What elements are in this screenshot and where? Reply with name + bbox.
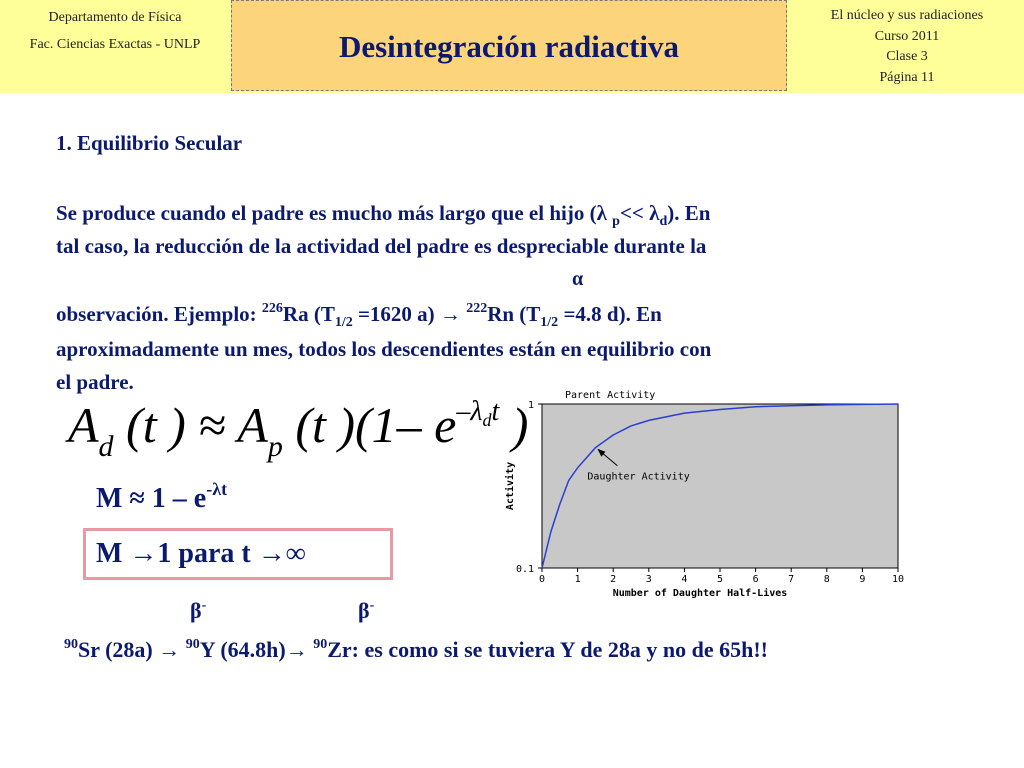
paragraph-line-3 xyxy=(56,301,662,330)
activity-chart xyxy=(505,384,905,600)
formula-sub-d: d xyxy=(98,430,114,463)
decay-chain-line xyxy=(64,637,768,663)
beta-symbol: β xyxy=(358,598,370,623)
p1-text-a: Se produce cuando el padre es mucho más largo que el hijo ( xyxy=(56,201,597,225)
m-limit-line: M →1 para t →∞ xyxy=(96,538,306,569)
p3-text-c: =4.8 d). En xyxy=(558,302,662,326)
page-number: Página 11 xyxy=(879,69,935,85)
x-tick-label: 6 xyxy=(752,574,759,585)
beta-label-2 xyxy=(358,598,374,624)
formula-close: ) xyxy=(499,397,529,453)
formula-rest: (t )(1 xyxy=(282,397,397,453)
p1-text-b: ). En xyxy=(667,201,711,225)
y-tick-label: 1 xyxy=(527,400,534,411)
x-tick-label: 0 xyxy=(538,574,546,585)
class-number: Clase 3 xyxy=(886,49,928,64)
formula-A: A xyxy=(68,397,99,453)
p3-text-a: observación. Ejemplo: xyxy=(56,302,262,326)
y-text: Y (64.8h)→ xyxy=(199,637,314,662)
formula-e: e xyxy=(434,397,457,453)
activity-formula xyxy=(68,396,529,463)
x-tick-label: 7 xyxy=(788,574,795,585)
sr-text: Sr (28a) → xyxy=(78,637,186,662)
rn-mass-number: 222 xyxy=(466,301,488,316)
faculty-label: Fac. Ciencias Exactas - UNLP xyxy=(29,37,201,52)
department-label: Departamento de Física xyxy=(48,10,182,25)
paragraph-line-1 xyxy=(56,201,711,229)
m-approx-line xyxy=(96,479,228,515)
sub-d: d xyxy=(659,214,668,229)
rn-text: Rn (T xyxy=(487,302,541,326)
formula-t: (t ) ≈ xyxy=(113,397,238,453)
course-topic: El núcleo y sus radiaciones xyxy=(830,8,984,23)
header-right xyxy=(790,6,1024,88)
sub-p: p xyxy=(612,214,620,229)
title-box xyxy=(231,0,787,91)
exp-lambda: λ xyxy=(470,396,483,427)
formula-minus: – xyxy=(396,397,435,453)
lambda-symbol: λ xyxy=(596,201,607,225)
sr-mass-number: 90 xyxy=(64,637,78,652)
half-life-sub: 1/2 xyxy=(540,315,559,330)
y-mass-number: 90 xyxy=(185,637,200,652)
x-tick-label: 5 xyxy=(716,574,724,585)
p3-text-b: =1620 a) → xyxy=(352,302,467,326)
exp-sub-d: d xyxy=(482,410,492,430)
m-approx-text: M ≈ 1 – e xyxy=(96,483,207,514)
page-title: Desintegración radiactiva xyxy=(338,29,680,64)
paragraph-line-4: aproximadamente un mes, todos los descendientes están en equilibrio con xyxy=(56,337,712,361)
x-tick-label: 1 xyxy=(574,574,581,585)
header-bar xyxy=(0,0,1024,93)
beta-minus: - xyxy=(369,598,375,613)
paragraph-line-5: el padre. xyxy=(56,370,134,394)
lambda-symbol: λ xyxy=(649,201,660,225)
exp-minus: – xyxy=(456,396,471,427)
much-less-symbol: << xyxy=(619,201,644,225)
x-tick-label: 3 xyxy=(645,574,652,585)
course-year: Curso 2011 xyxy=(874,28,940,44)
y-tick-label: 0.1 xyxy=(515,564,534,575)
beta-minus: - xyxy=(201,598,207,613)
formula-A2: A xyxy=(237,397,268,453)
x-tick-label: 2 xyxy=(610,574,617,585)
zr-mass-number: 90 xyxy=(313,637,328,652)
x-tick-label: 10 xyxy=(891,574,905,585)
exp-t: t xyxy=(491,396,500,427)
x-tick-label: 9 xyxy=(859,574,866,585)
ra-text: Ra (T xyxy=(282,302,335,326)
half-life-sub: 1/2 xyxy=(334,315,353,330)
x-tick-label: 4 xyxy=(681,574,688,585)
beta-symbol: β xyxy=(190,598,202,623)
section-heading: 1. Equilibrio Secular xyxy=(56,131,243,155)
paragraph-line-2: tal caso, la reducción de la actividad del padre es despreciable durante la xyxy=(56,234,707,258)
annotation-label: Daughter Activity xyxy=(587,471,690,483)
formula-exponent xyxy=(456,396,500,430)
x-tick-label: 8 xyxy=(823,574,830,585)
m-approx-exponent: -λt xyxy=(206,479,228,499)
zr-text: Zr: es como si se tuviera Y de 28a y no de 65h!! xyxy=(327,637,768,662)
x-axis-label: Number of Daughter Half-Lives xyxy=(612,588,788,599)
y-axis-label: Activity xyxy=(505,461,516,511)
ra-mass-number: 226 xyxy=(261,301,283,316)
chart-title: Parent Activity xyxy=(565,390,656,401)
formula-sub-p: p xyxy=(267,430,283,463)
plot-area xyxy=(542,404,898,568)
alpha-label: α xyxy=(572,268,584,290)
header-left xyxy=(0,4,230,58)
beta-label-1 xyxy=(190,598,206,624)
